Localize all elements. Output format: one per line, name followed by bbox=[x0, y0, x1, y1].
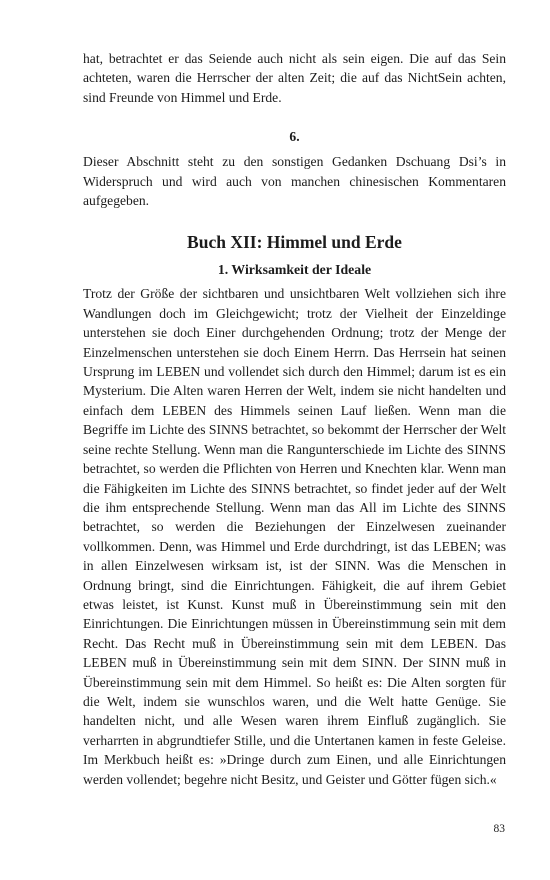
book-title: Buch XII: Himmel und Erde bbox=[187, 232, 402, 253]
section-number: 6. bbox=[289, 129, 300, 145]
book-page bbox=[83, 49, 506, 789]
section-paragraph: Dieser Abschnitt steht zu den sonstigen Gedanken Dschuang Dsi’s in Widerspruch und wird auch von manchen chinesischen Kommentaren aufgegeben. bbox=[83, 154, 506, 209]
chapter-title: 1. Wirksamkeit der Ideale bbox=[217, 262, 372, 278]
chapter-paragraph: Trotz der Größe der sichtbaren und unsichtbaren Welt vollziehen sich ihre Wandlungen doch im Gleichgewicht; trotz der Vielheit der Einzeldinge unterstehen sie doch Einer durchgehenden Ordnung; trotz der Menge der Einzelmenschen unterstehen sie doch Einem Herrn. Das Herrsein hat seinen Ursprung im LEBEN und vollendet sich durch den Himmel; darum ist es ein Mysterium. Die Alten waren Herren der Welt, indem sie nicht handelten und einfach dem LEBEN des Himmels seinen Lauf ließen. Wenn man die Begriffe im Lichte des SINNS betrachtet, so bekommt der Herrscher der Welt seine rechte Stellung. Wenn man die Rangunterschiede im Lichte des SINNS betrachtet, so werden die Pflichten von Herren und Knechten klar. Wenn man die Fähigkeiten im Lichte des SINNS betrachtet, so findet jeder auf der Welt die ihm entsprechende Stellung. Wenn man das All im Lichte des SINNS betrachtet, so werden die Beziehungen der Einzelwesen zueinander vollkommen. Denn, was Himmel und Erde durchdringt, ist das LEBEN; was in allen Einzelwesen wirksam ist, ist der SINN. Was die Menschen in Ordnung bringt, sind die Einrichtungen. Fähigkeit, die auf ihrem Gebiet etwas leistet, ist Kunst. Kunst muß in Übereinstimmung sein mit den Einrichtungen. Die Einrichtungen müssen in Übereinstimmung sein mit dem Recht. Das Recht muß in Übereinstimmung sein mit dem LEBEN. Das LEBEN muß in Übereinstimmung sein mit dem SINN. Der SINN muß in Übereinstimmung sein mit dem Himmel. So heißt es: Die Alten sorgten für die Welt, indem sie wunschlos waren, und die Welt hatte Genüge. Sie handelten nicht, und alle Wesen waren ihrem Einfluß zugänglich. Sie verharrten in abgrundtiefer Stille, und die Untertanen kamen in feste Geleise. Im Merkbuch heißt es: »Dringe durch zum Einen, und alle Einrichtungen werden vollendet; begehre nicht Besitz, und Geister und Götter fügen sich.« bbox=[83, 286, 506, 787]
intro-paragraph: hat, betrachtet er das Seiende auch nicht als sein eigen. Die auf das Sein achteten, waren die Herrscher der alten Zeit; die auf das NichtSein achten, sind Freunde von Himmel und Erde. bbox=[83, 51, 506, 105]
page-number: 83 bbox=[493, 823, 505, 835]
